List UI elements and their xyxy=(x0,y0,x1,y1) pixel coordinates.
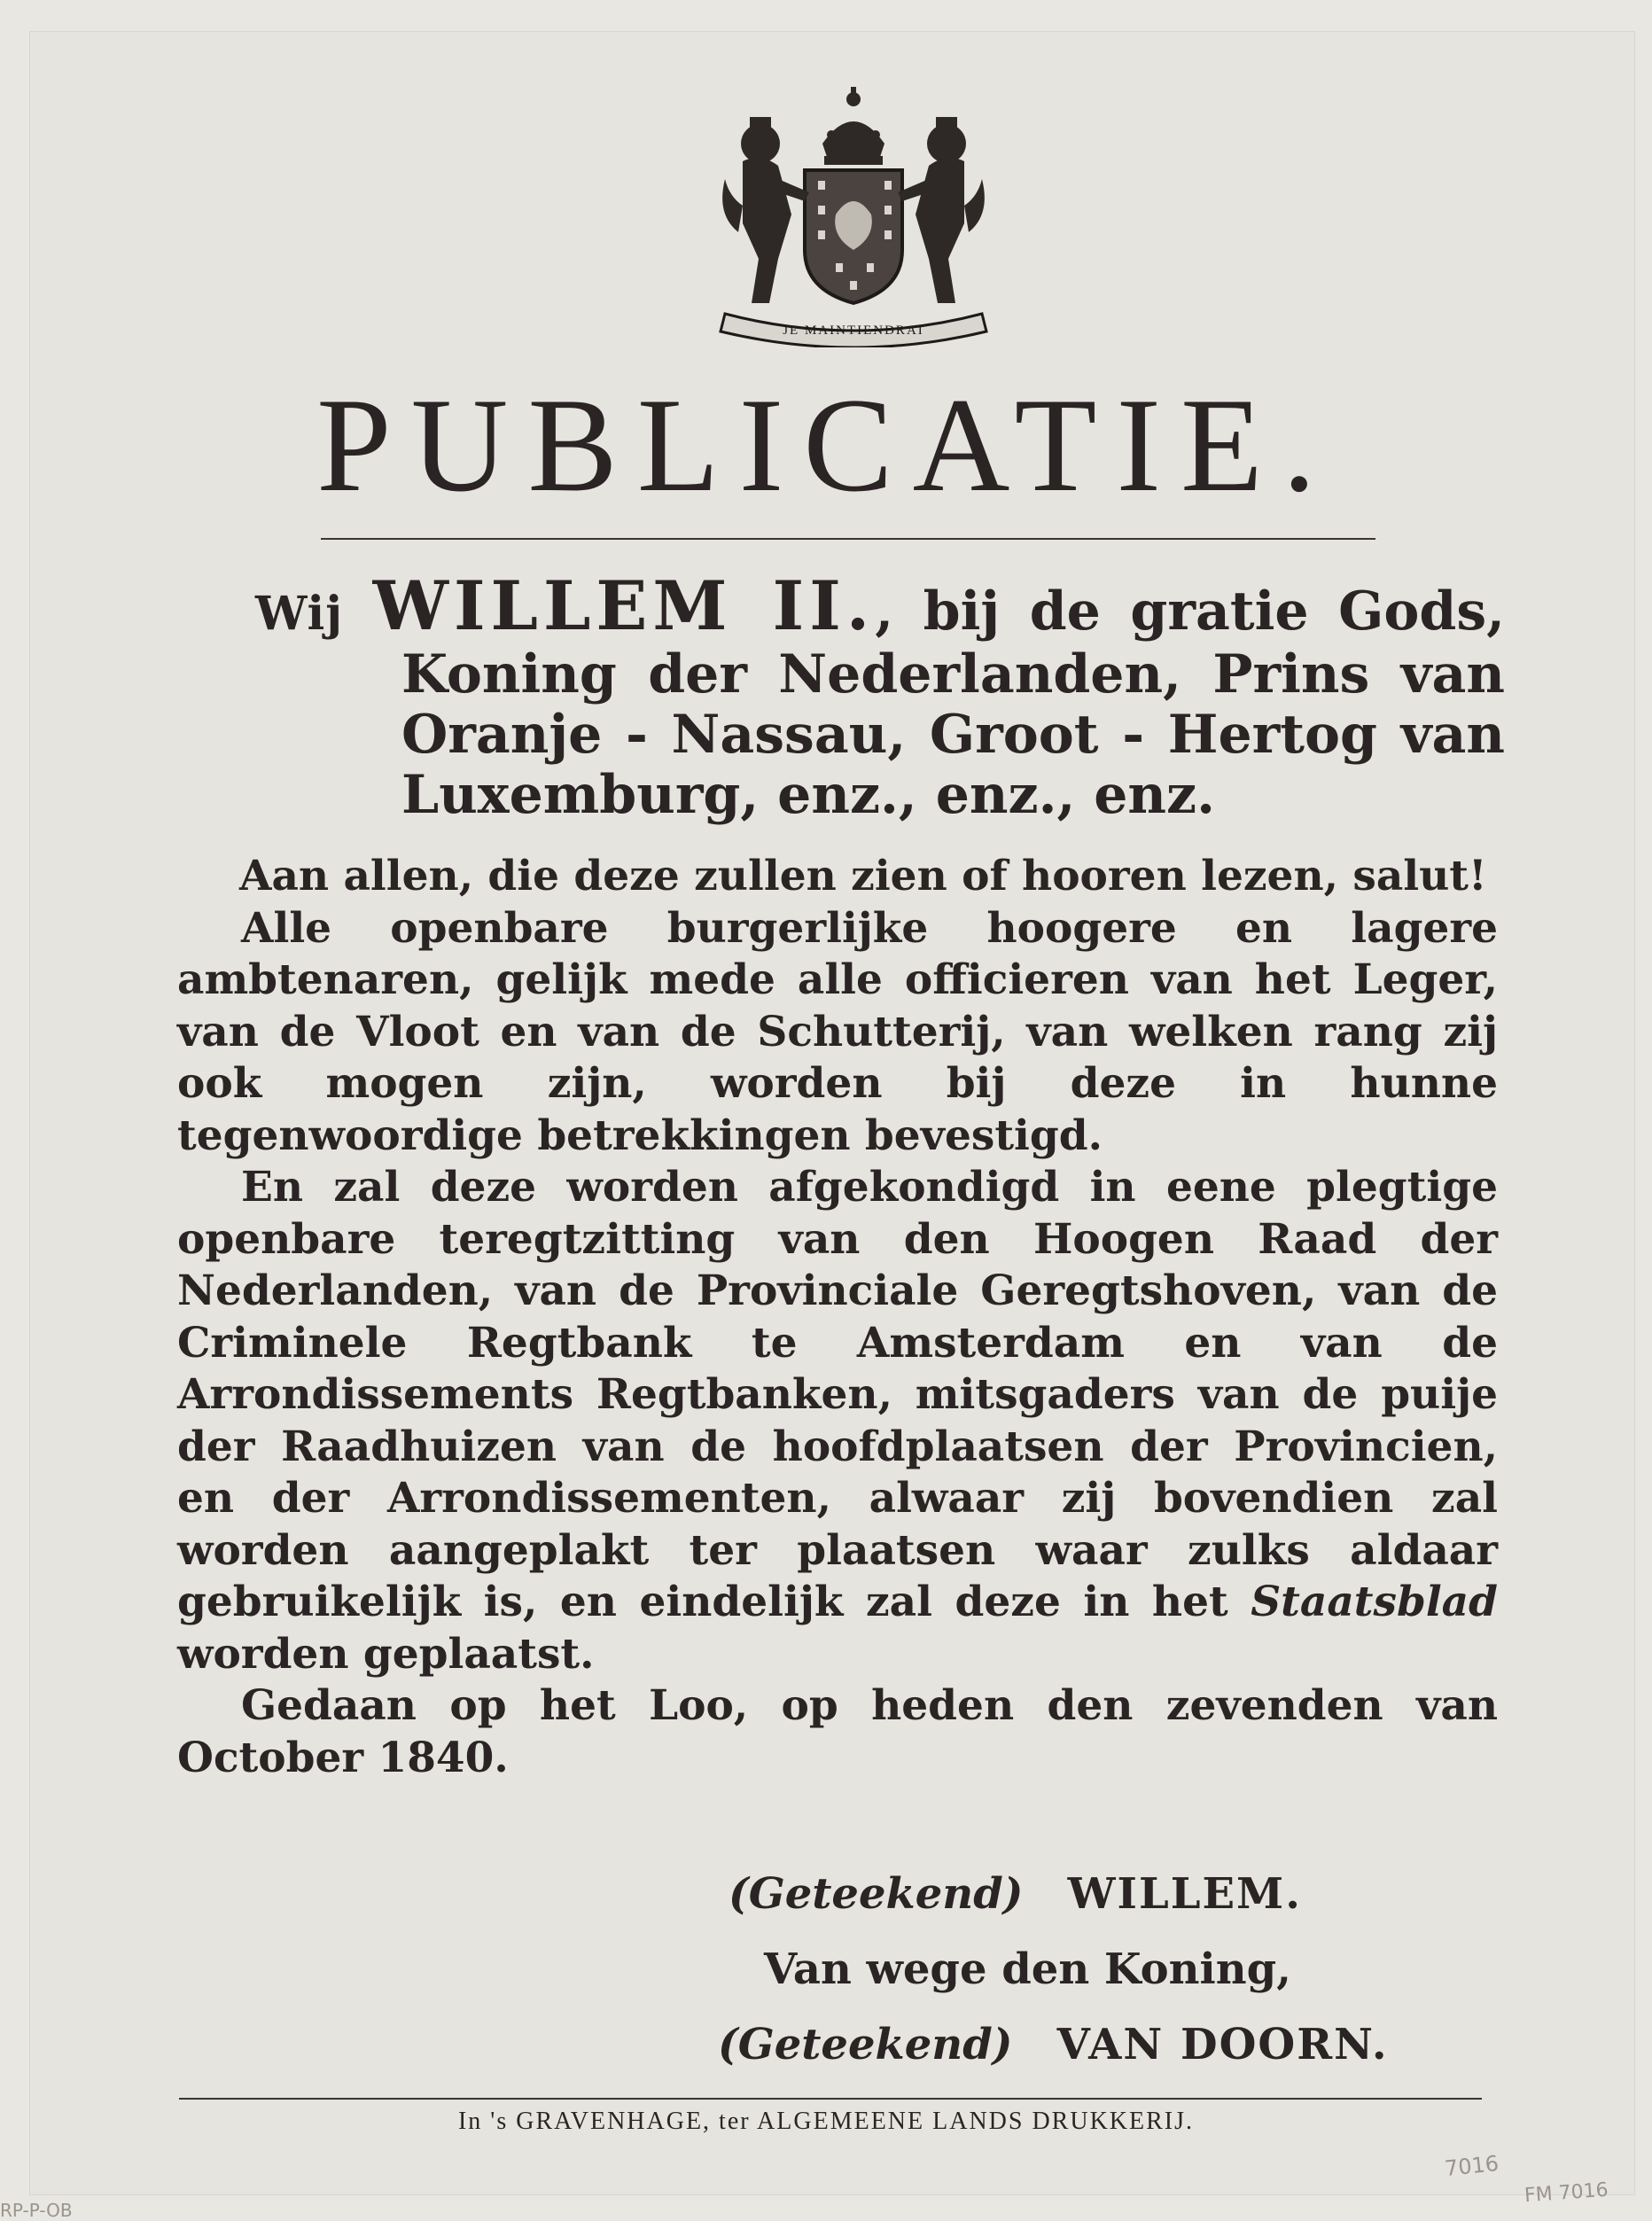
paragraph-officials: Alle openbare burgerlijke hoogere en lagere ambtenaren, gelijk mede alle officieren van het Leger, van de Vloot en van de Schutterij, van welken rang zij ook mogen zijn, worden bij deze in hunne tegenwoordige betrekkingen bevestigd. xyxy=(177,903,1498,1160)
signed-label-2: (Geteekend) xyxy=(718,2020,1013,2069)
proclamation-body xyxy=(177,851,1498,1784)
pencil-annotation-1: 7016 xyxy=(1443,2150,1500,2182)
king-line: Van wege den Koning, xyxy=(764,1944,1291,1994)
paragraph-announcement-end: worden geplaatst. xyxy=(177,1629,595,1679)
coat-of-arms-emblem xyxy=(690,82,1017,347)
imprint-divider xyxy=(179,2098,1482,2100)
paragraph-date: Gedaan op het Loo, op heden den zevenden van October 1840. xyxy=(177,1681,1498,1782)
page-title: PUBLICATIE. xyxy=(316,370,1336,519)
title-divider xyxy=(321,538,1375,540)
heading-willem: WILLEM II. xyxy=(372,566,876,645)
signed-name-minister: VAN DOORN. xyxy=(1056,2020,1389,2069)
signature-block xyxy=(0,1857,1652,2083)
staatsblad-italic: Staatsblad xyxy=(1251,1578,1498,1626)
heading-line-1-rest: , bij de gratie Gods, xyxy=(875,581,1506,643)
heading-line-4: Luxemburg, enz., enz., enz. xyxy=(401,764,1215,826)
crest-motto: JE MAINTIENDRAI xyxy=(783,323,924,338)
heading-wij: Wij xyxy=(255,587,344,641)
salutation: Aan allen, die deze zullen zien of hooren lezen, salut! xyxy=(239,852,1487,900)
signed-name-king: WILLEM. xyxy=(1067,1869,1302,1919)
paragraph-announcement-text: En zal deze worden afgekondigd in eene plegtige openbare teregtzitting van den Hoogen Raad der Nederlanden, van de Provinciale Geregtshoven, van de Criminele Regtbank te Amsterdam en van de Arrondissements Regtbanken, mitsgaders van de puije der Raadhuizen van de hoofdplaatsen der Provincien, en der Arrondissementen, alwaar zij bovendien zal worden aangeplakt ter plaatsen waar zulks aldaar gebruikelijk is, en eindelijk zal deze in het xyxy=(177,1163,1498,1626)
printer-imprint: In 's GRAVENHAGE, ter ALGEMEENE LANDS DRUKKERIJ. xyxy=(457,2108,1195,2135)
signature-king xyxy=(729,1857,1302,1932)
royal-heading xyxy=(255,566,1506,826)
pencil-annotation-3: RP-P-OB xyxy=(0,2200,73,2221)
pencil-annotation-2: FM 7016 xyxy=(1523,2178,1609,2208)
heading-line-3: Oranje - Nassau, Groot - Hertog van xyxy=(401,704,1505,766)
heading-line-2: Koning der Nederlanden, Prins van xyxy=(401,643,1505,705)
heading-line-1 xyxy=(255,566,1506,645)
signed-label-1: (Geteekend) xyxy=(729,1869,1024,1919)
paragraph-announcement xyxy=(177,1162,1498,1680)
signature-minister xyxy=(718,2007,1389,2083)
